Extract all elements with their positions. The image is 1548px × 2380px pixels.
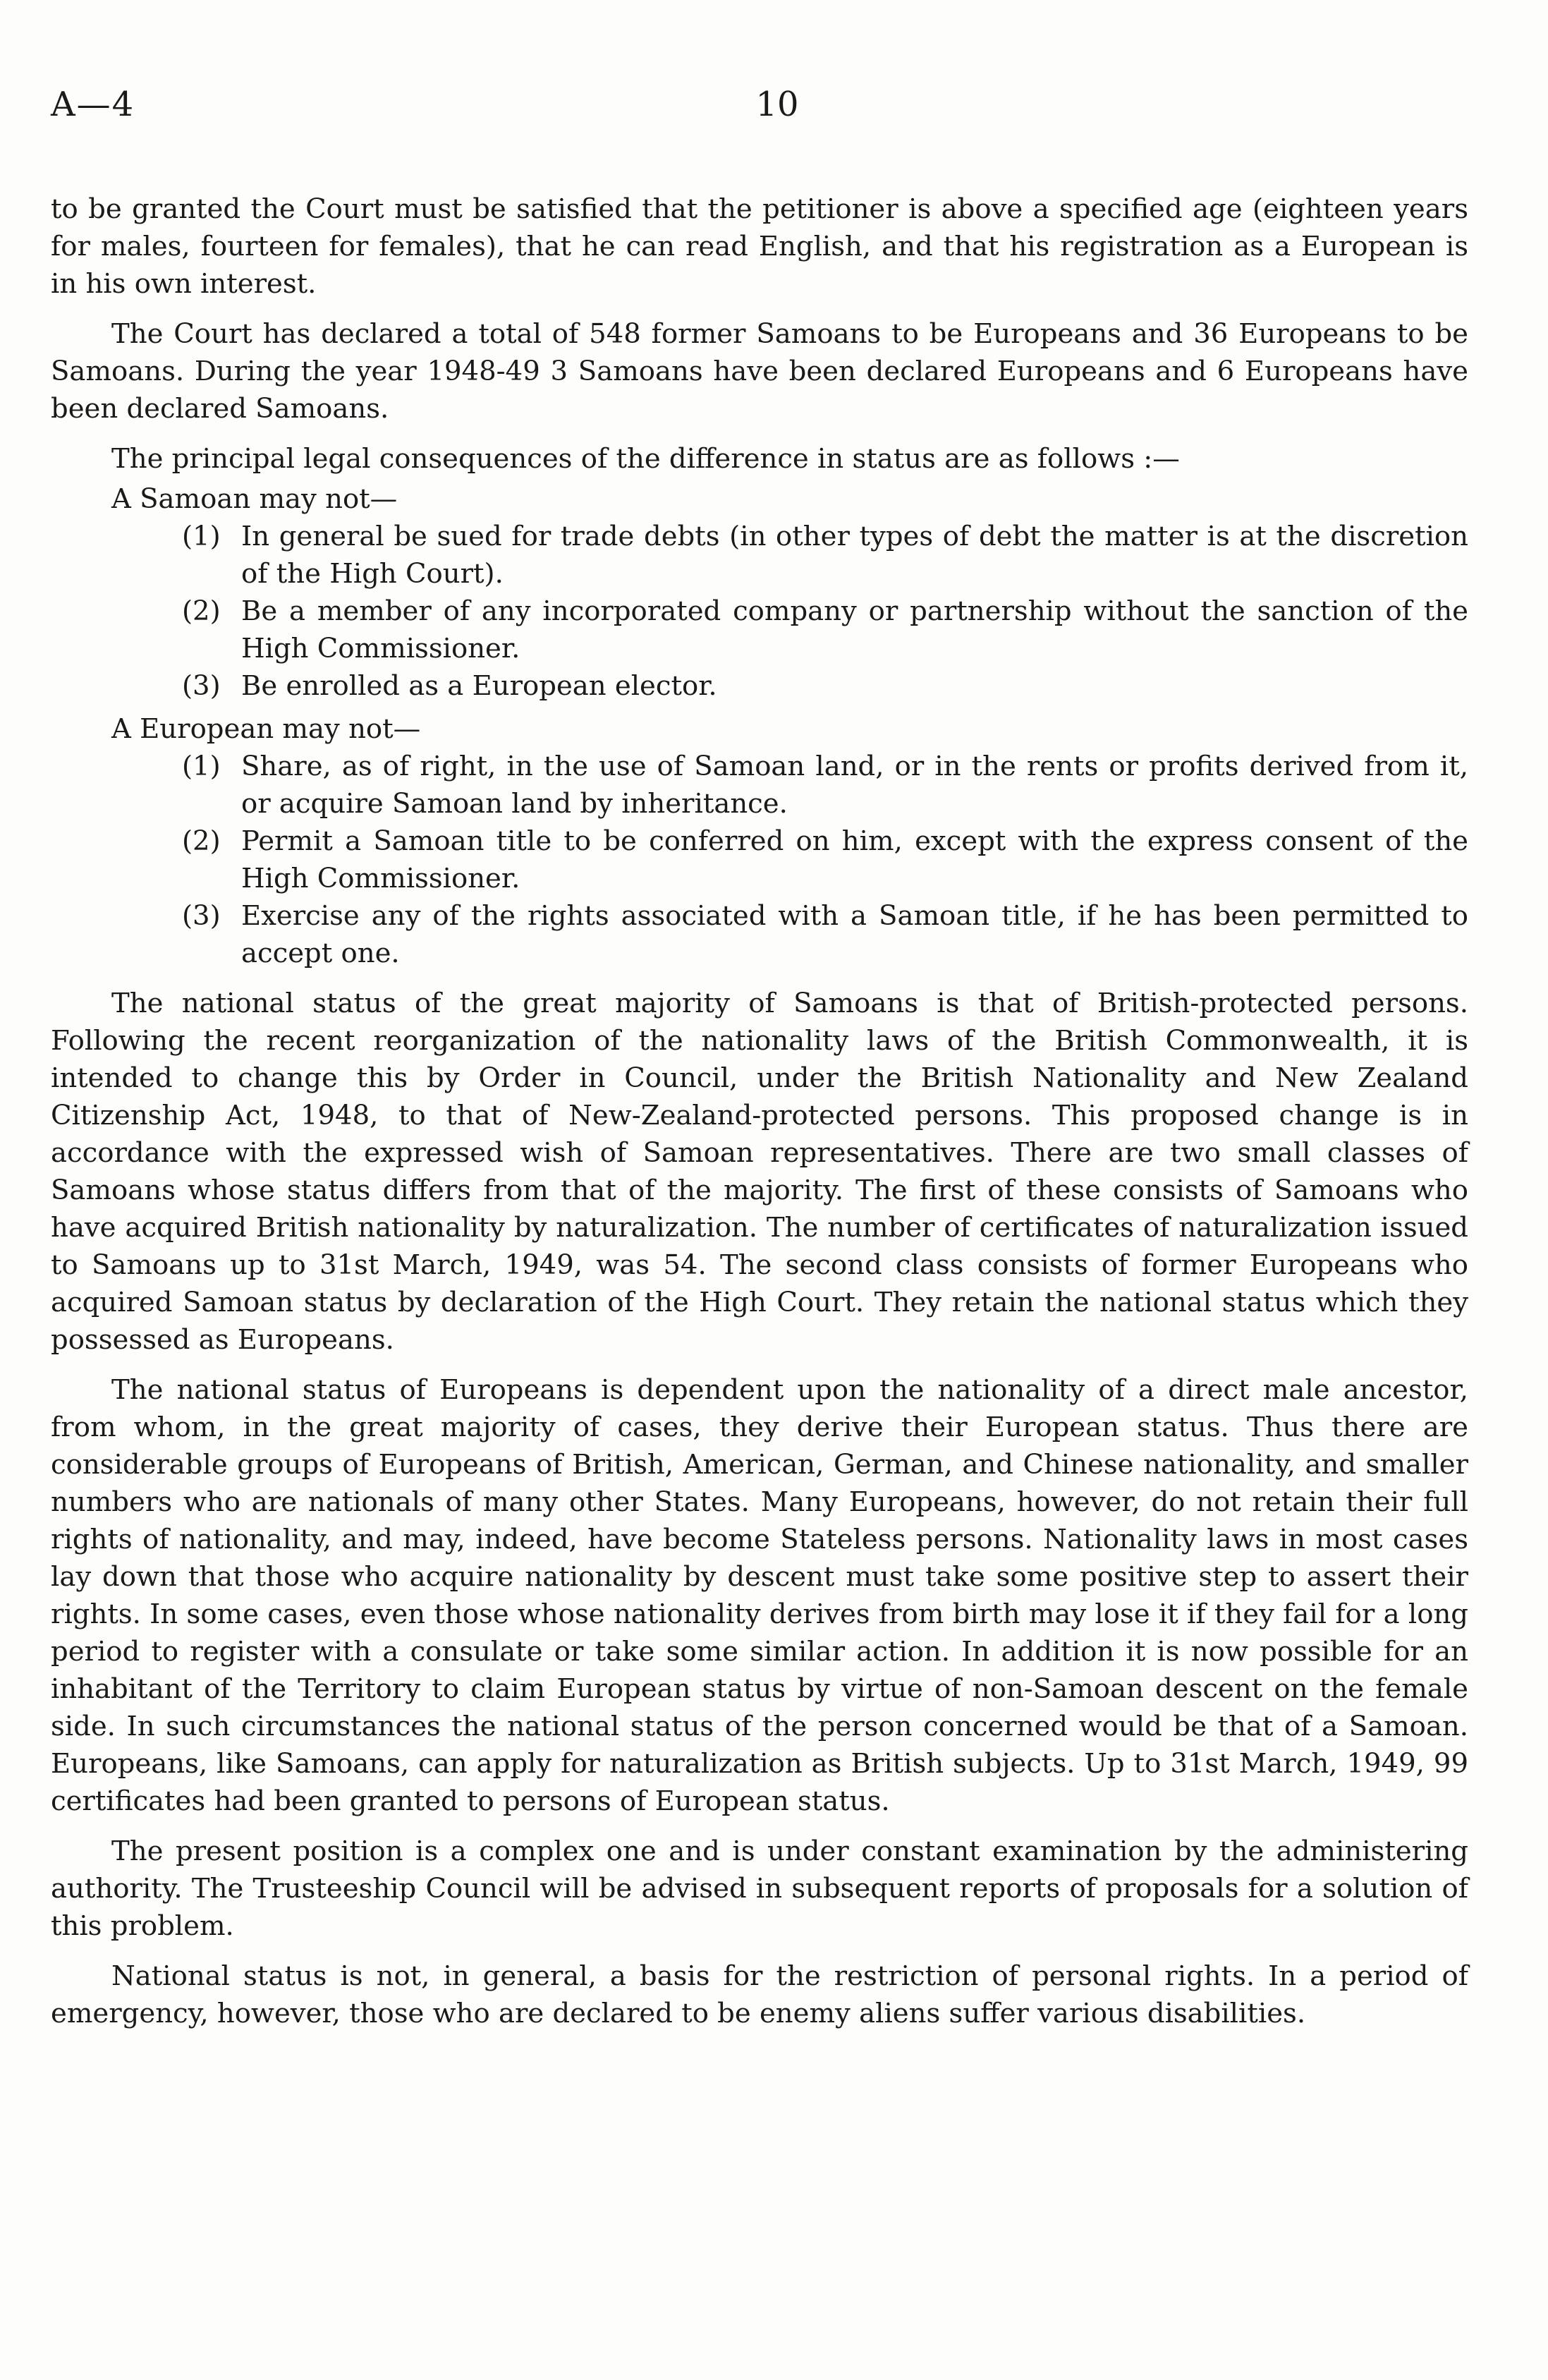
european-restrictions-list	[51, 748, 1468, 972]
list-item-number: (1)	[182, 521, 221, 552]
list-item-number: (2)	[182, 595, 221, 627]
paragraph-legal-consequences: The principal legal consequences of the difference in status are as follows :—	[111, 443, 1180, 475]
document-body	[51, 190, 1468, 2045]
document-reference: A—4	[51, 85, 135, 124]
european-list-lead: A European may not—	[111, 713, 421, 745]
paragraph-personal-rights: National status is not, in general, a basis for the restriction of personal rights. In a period of emergency, however, those who are declared to be enemy aliens suffer various disabilities.	[51, 1960, 1468, 2029]
list-item-text: Share, as of right, in the use of Samoan land, or in the rents or profits derived from it, or acquire Samoan land by inheritance.	[241, 751, 1468, 820]
list-item-text: Be a member of any incorporated company or partnership without the sanction of the High Commissioner.	[241, 595, 1468, 664]
list-item-text: Exercise any of the rights associated with a Samoan title, if he has been permitted to accept one.	[241, 900, 1468, 969]
list-item	[51, 822, 1468, 897]
samoan-list-lead: A Samoan may not—	[111, 483, 398, 515]
paragraph-continuation: to be granted the Court must be satisfied that the petitioner is above a specified age (eighteen years for males, fourteen for females), that he can read English, and that his registration as a European is in his own interest.	[51, 193, 1468, 300]
list-item-number: (1)	[182, 751, 221, 782]
list-item	[51, 593, 1468, 667]
list-item	[51, 897, 1468, 972]
paragraph-samoan-national-status: The national status of the great majority of Samoans is that of British-protected persons. Following the recent reorganization of the nationality laws of the British Commonwealth, it is intended to change this by Order in Council, under the British Nationality and New Zealand Citizenship Act, 1948, to that of New-Zealand-protected persons. This proposed change is in accordance with the expressed wish of Samoan representatives. There are two small classes of Samoans whose status differs from that of the majority. The first of these consists of Samoans who have acquired British nationality by naturalization. The number of certificates of naturalization issued to Samoans up to 31st March, 1949, was 54. The second class consists of former Europeans who acquired Samoan status by declaration of the High Court. They retain the national status which they possessed as Europeans.	[51, 988, 1468, 1356]
list-item	[51, 667, 1468, 705]
list-item-text: In general be sued for trade debts (in other types of debt the matter is at the discretion of the High Court).	[241, 521, 1468, 590]
page-header	[51, 85, 1504, 148]
paragraph-european-national-status: The national status of Europeans is dependent upon the nationality of a direct male ancestor, from whom, in the great majority of cases, they derive their European status. Thus there are considerable groups of Europeans of British, American, German, and Chinese nationality, and smaller numbers who are nationals of many other States. Many Europeans, however, do not retain their full rights of nationality, and may, indeed, have become Stateless persons. Nationality laws in most cases lay down that those who acquire nationality by descent must take some positive step to assert their rights. In some cases, even those whose nationality derives from birth may lose it if they fail for a long period to register with a consulate or take some similar action. In addition it is now possible for an inhabitant of the Territory to claim European status by virtue of non-Samoan descent on the female side. In such circumstances the national status of the person concerned would be that of a Samoan. Europeans, like Samoans, can apply for naturalization as British subjects. Up to 31st March, 1949, 99 certificates had been granted to persons of European status.	[51, 1374, 1468, 1817]
list-item	[51, 518, 1468, 593]
samoan-restrictions-list	[51, 518, 1468, 705]
list-item	[51, 748, 1468, 822]
list-item-number: (3)	[182, 900, 221, 932]
page-number: 10	[755, 85, 799, 124]
list-item-number: (3)	[182, 670, 221, 702]
list-item-text: Permit a Samoan title to be conferred on him, except with the express consent of the High Commissioner.	[241, 825, 1468, 894]
list-item-text: Be enrolled as a European elector.	[241, 670, 717, 702]
paragraph-court-declarations: The Court has declared a total of 548 former Samoans to be Europeans and 36 Europeans to be Samoans. During the year 1948-49 3 Samoans have been declared Europeans and 6 Europeans have been declared Samoans.	[51, 318, 1468, 425]
paragraph-present-position: The present position is a complex one and is under constant examination by the administering authority. The Trusteeship Council will be advised in subsequent reports of proposals for a solution of this problem.	[51, 1835, 1468, 1942]
list-item-number: (2)	[182, 825, 221, 857]
